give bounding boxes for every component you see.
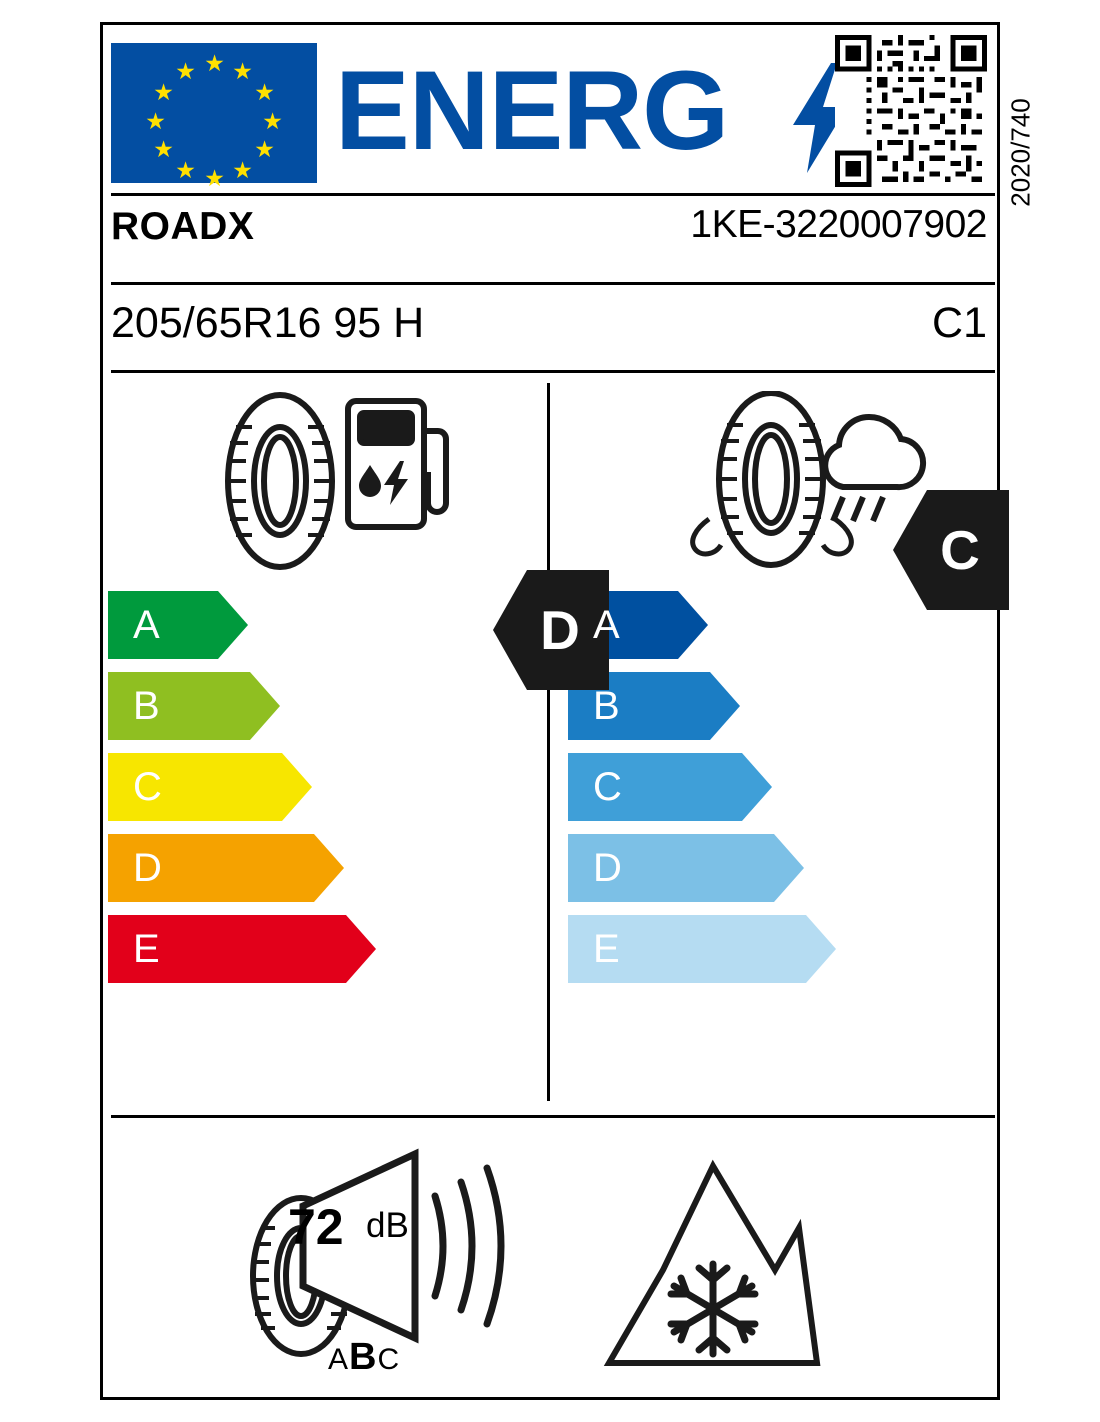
pictogram-row xyxy=(103,373,997,573)
fuel-grade-row xyxy=(108,834,162,902)
regulation-reference: 2020/740 xyxy=(1005,98,1036,207)
tyre-class: C1 xyxy=(932,299,987,347)
grade-letter: E xyxy=(133,927,160,971)
wet-grip-scale xyxy=(568,591,622,996)
tyre-loudspeaker-icon xyxy=(243,1148,573,1383)
wet-grade-row xyxy=(568,753,622,821)
fuel-grade-row xyxy=(108,915,162,983)
tyre-rain-cloud-icon xyxy=(653,391,933,581)
fuel-efficiency-scale xyxy=(108,591,162,996)
wet-grade-row xyxy=(568,834,622,902)
grade-letter: A xyxy=(593,603,620,647)
grade-letter: D xyxy=(133,846,162,890)
grade-letter: D xyxy=(593,846,622,890)
grade-letter: E xyxy=(593,927,620,971)
wet-grade-row xyxy=(568,915,622,983)
noise-unit: dB xyxy=(366,1206,409,1245)
fuel-grade-row xyxy=(108,672,162,740)
grade-letter: B xyxy=(133,684,160,728)
wet-grade-row xyxy=(568,672,622,740)
brand-name: ROADX xyxy=(111,205,255,248)
wet-grade-badge xyxy=(893,490,1009,610)
qr-code-icon xyxy=(835,35,987,187)
dimension-row xyxy=(103,285,997,371)
three-peak-mountain-snowflake-icon xyxy=(603,1158,823,1378)
sku-code: 1KE-3220007902 xyxy=(690,203,987,246)
brand-row xyxy=(103,193,997,281)
tyre-dimension: 205/65R16 95 H xyxy=(111,299,425,347)
grade-letter: C xyxy=(593,765,622,809)
grade-letter: B xyxy=(593,684,620,728)
label-footer xyxy=(103,1118,997,1400)
noise-class-c: C xyxy=(377,1343,401,1376)
fuel-grade-value: D xyxy=(540,599,580,661)
fuel-grade-row xyxy=(108,753,162,821)
fuel-grade-row xyxy=(108,591,162,659)
tyre-fuel-pump-icon xyxy=(208,391,468,576)
wet-grade-value: C xyxy=(940,519,980,581)
grade-letter: A xyxy=(133,603,160,647)
page-title: ENERG xyxy=(335,48,729,173)
eu-flag-icon: ★ ★ ★ ★ ★ ★ ★ ★ ★ ★ ★ ★ xyxy=(111,43,317,183)
noise-class-scale xyxy=(328,1336,400,1379)
ratings-area xyxy=(103,373,997,1111)
label-header xyxy=(103,25,997,193)
wet-grade-row xyxy=(568,591,622,659)
energy-label xyxy=(100,22,1036,1400)
noise-class-a: A xyxy=(328,1343,350,1376)
grade-letter: C xyxy=(133,765,162,809)
noise-class-current: B xyxy=(349,1336,378,1378)
noise-value: 72 xyxy=(288,1199,344,1255)
